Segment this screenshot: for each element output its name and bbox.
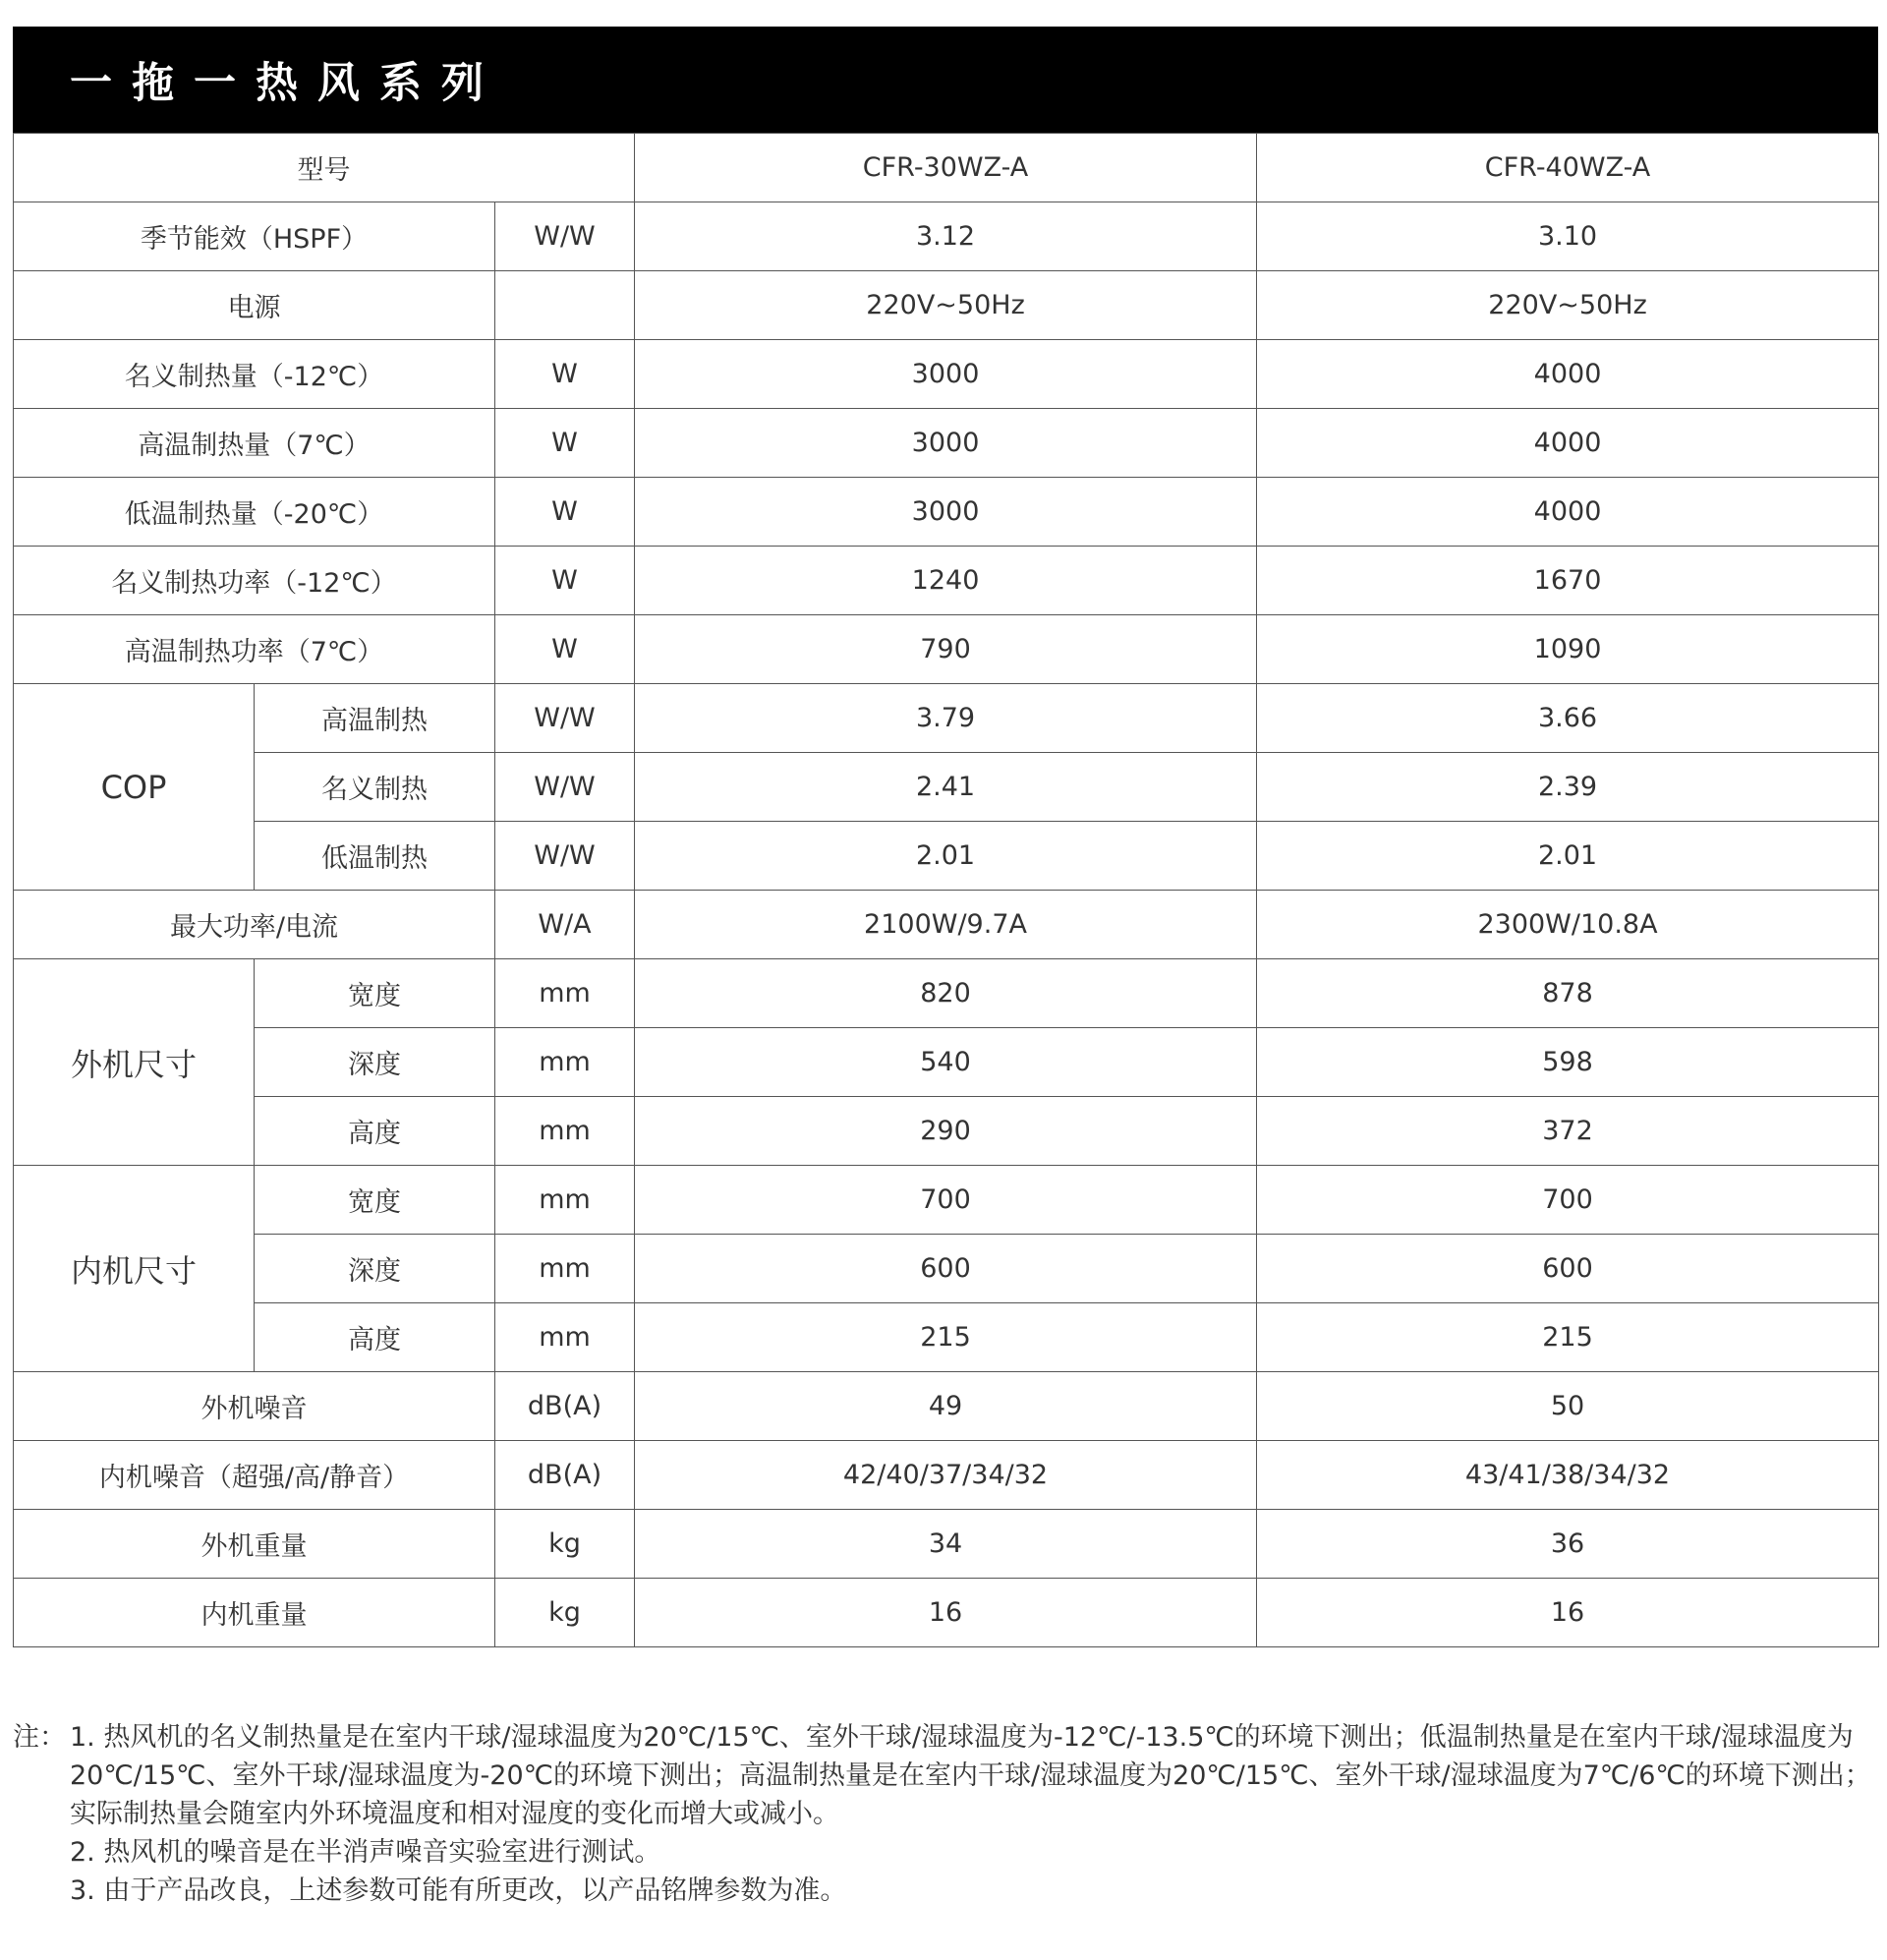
row-value-1: 2.41 [635,753,1257,822]
row-value-2: 36 [1257,1510,1879,1579]
row-value-2: 4000 [1257,409,1879,478]
row-value-2: 50 [1257,1372,1879,1441]
row-value-2: 43/41/38/34/32 [1257,1441,1879,1510]
row-value-1: 2.01 [635,822,1257,891]
table-row [14,547,1879,615]
model-header-label: 型号 [14,134,635,202]
row-unit: mm [495,1303,635,1372]
row-value-1: 820 [635,959,1257,1028]
table-row [14,1579,1879,1647]
footnotes [13,1718,1878,1910]
row-label: 名义制热功率（-12℃） [14,547,495,615]
note-text: 1. 热风机的名义制热量是在室内干球/湿球温度为20℃/15℃、室外干球/湿球温度为-12℃/-13.5℃的环境下测出；低温制热量是在室内干球/湿球温度为20℃/15℃、室外干球/湿球温度为-20℃的环境下测出；高温制热量是在室内干球/湿球温度为20℃/15℃、室外干球/湿球温度为7℃/6℃的环境下测出；实际制热量会随室内外环境温度和相对湿度的变化而增大或减小。 [70,1722,1871,1829]
row-unit: W [495,409,635,478]
sub-label: 宽度 [255,959,495,1028]
row-unit: mm [495,1166,635,1235]
table-row [14,1166,1879,1235]
row-unit: mm [495,1097,635,1166]
row-unit: kg [495,1579,635,1647]
title-banner [13,27,1878,133]
row-value-1: 790 [635,615,1257,684]
row-label: 内机重量 [14,1579,495,1647]
row-value-1: 49 [635,1372,1257,1441]
note-item [13,1872,1878,1910]
sub-label: 高度 [255,1303,495,1372]
table-row [14,615,1879,684]
row-unit: W/W [495,822,635,891]
row-value-1: 34 [635,1510,1257,1579]
note-text: 3. 由于产品改良，上述参数可能有所更改，以产品铭牌参数为准。 [70,1875,847,1906]
row-value-2: 2.01 [1257,822,1879,891]
table-row [14,753,1879,822]
table-row [14,1441,1879,1510]
row-label: 电源 [14,271,495,340]
model-name-2: CFR-40WZ-A [1257,134,1879,202]
note-item [13,1718,1878,1833]
row-value-2: 1090 [1257,615,1879,684]
row-value-2: 215 [1257,1303,1879,1372]
row-value-2: 878 [1257,959,1879,1028]
row-label: 外机噪音 [14,1372,495,1441]
sub-label: 低温制热 [255,822,495,891]
row-unit: kg [495,1510,635,1579]
table-row [14,271,1879,340]
table-row [14,478,1879,547]
sub-label: 深度 [255,1028,495,1097]
group-label-cop: COP [14,684,255,891]
table-row [14,959,1879,1028]
row-value-1: 42/40/37/34/32 [635,1441,1257,1510]
row-value-1: 3000 [635,409,1257,478]
page-title: 一拖一热风系列 [70,58,503,108]
row-value-2: 2300W/10.8A [1257,891,1879,959]
sub-label: 宽度 [255,1166,495,1235]
spec-table [13,133,1879,1647]
row-unit: W/W [495,753,635,822]
note-text: 2. 热风机的噪音是在半消声噪音实验室进行测试。 [70,1837,661,1868]
row-label: 名义制热量（-12℃） [14,340,495,409]
row-value-2: 600 [1257,1235,1879,1303]
row-value-2: 3.10 [1257,202,1879,271]
row-label: 外机重量 [14,1510,495,1579]
table-row [14,1372,1879,1441]
row-value-1: 290 [635,1097,1257,1166]
row-value-1: 220V~50Hz [635,271,1257,340]
table-row [14,134,1879,202]
sub-label: 深度 [255,1235,495,1303]
table-row [14,1303,1879,1372]
row-value-2: 220V~50Hz [1257,271,1879,340]
sub-label: 名义制热 [255,753,495,822]
row-unit: mm [495,1028,635,1097]
table-row [14,822,1879,891]
row-unit: W [495,478,635,547]
table-row [14,1097,1879,1166]
row-value-2: 1670 [1257,547,1879,615]
row-unit [495,271,635,340]
row-unit: W/W [495,684,635,753]
row-value-1: 215 [635,1303,1257,1372]
row-unit: W/A [495,891,635,959]
row-label: 高温制热量（7℃） [14,409,495,478]
row-unit: W [495,340,635,409]
row-value-2: 372 [1257,1097,1879,1166]
row-value-1: 1240 [635,547,1257,615]
row-value-1: 3000 [635,478,1257,547]
group-label-outdoor-dimensions: 外机尺寸 [14,959,255,1166]
row-unit: W/W [495,202,635,271]
table-row [14,1510,1879,1579]
row-unit: dB(A) [495,1441,635,1510]
row-unit: mm [495,1235,635,1303]
row-label: 低温制热量（-20℃） [14,478,495,547]
table-row [14,891,1879,959]
row-unit: W [495,547,635,615]
model-name-1: CFR-30WZ-A [635,134,1257,202]
row-value-1: 3.12 [635,202,1257,271]
table-row [14,409,1879,478]
row-label: 内机噪音（超强/高/静音） [14,1441,495,1510]
row-value-2: 2.39 [1257,753,1879,822]
sub-label: 高度 [255,1097,495,1166]
row-unit: mm [495,959,635,1028]
row-value-1: 540 [635,1028,1257,1097]
row-value-2: 700 [1257,1166,1879,1235]
row-unit: W [495,615,635,684]
group-label-indoor-dimensions: 内机尺寸 [14,1166,255,1372]
row-value-2: 598 [1257,1028,1879,1097]
spec-sheet [13,27,1878,1647]
row-value-1: 700 [635,1166,1257,1235]
row-value-1: 3.79 [635,684,1257,753]
table-row [14,1028,1879,1097]
row-label: 高温制热功率（7℃） [14,615,495,684]
row-value-1: 600 [635,1235,1257,1303]
row-value-2: 3.66 [1257,684,1879,753]
table-row [14,684,1879,753]
table-row [14,340,1879,409]
note-prefix: 注： [13,1722,66,1753]
sub-label: 高温制热 [255,684,495,753]
note-item [13,1833,1878,1872]
row-value-1: 3000 [635,340,1257,409]
row-value-2: 4000 [1257,340,1879,409]
row-value-2: 16 [1257,1579,1879,1647]
table-row [14,202,1879,271]
row-value-1: 2100W/9.7A [635,891,1257,959]
table-row [14,1235,1879,1303]
row-label: 季节能效（HSPF） [14,202,495,271]
row-value-2: 4000 [1257,478,1879,547]
row-label: 最大功率/电流 [14,891,495,959]
row-unit: dB(A) [495,1372,635,1441]
row-value-1: 16 [635,1579,1257,1647]
